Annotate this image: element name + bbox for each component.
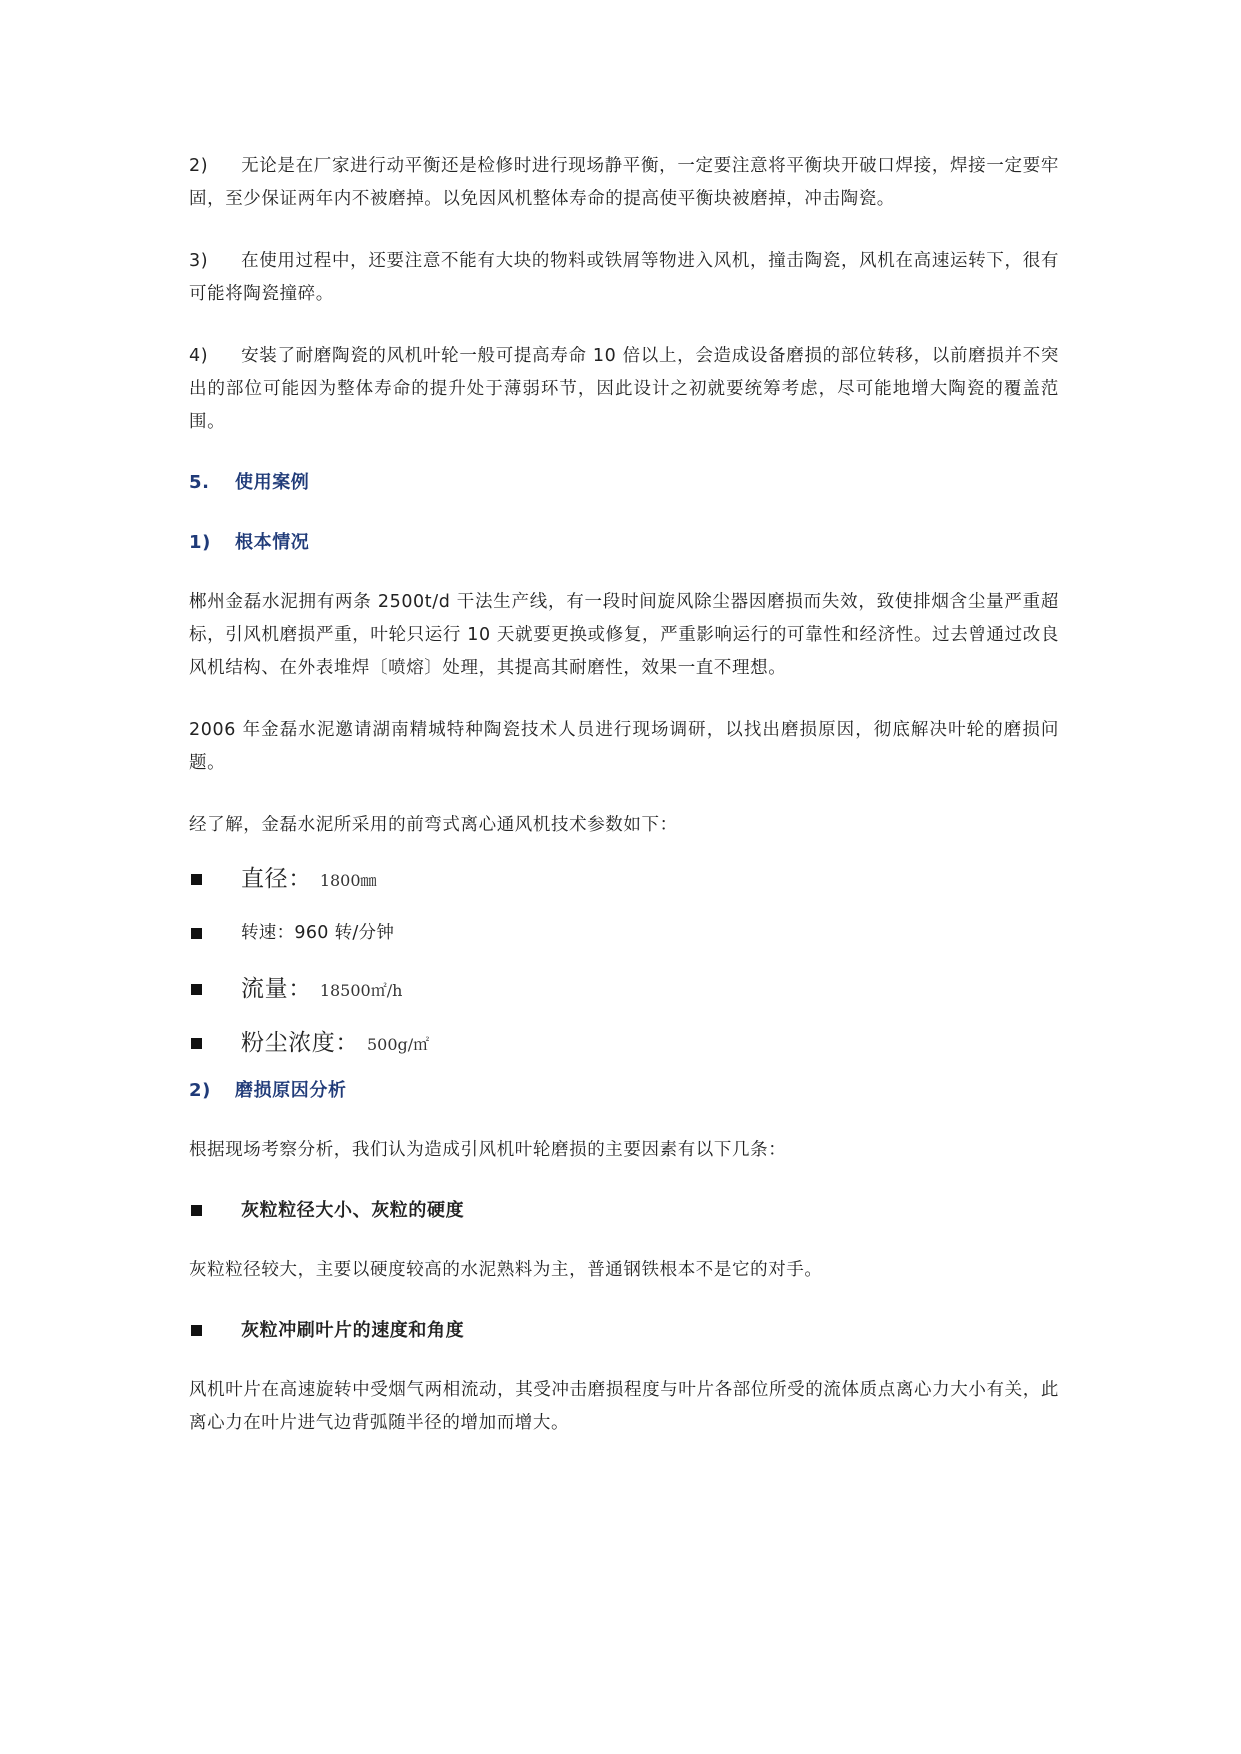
spec-item-speed [189, 914, 1059, 952]
subsection-number: 1) [189, 532, 211, 553]
subsection-heading-1 [189, 526, 1059, 559]
subsection-title: 根本情况 [235, 532, 310, 553]
square-bullet-icon [191, 984, 202, 995]
factor-title: 灰粒粒径大小、灰粒的硬度 [241, 1200, 465, 1221]
factor-heading [189, 1194, 1059, 1227]
subsection-title: 磨损原因分析 [235, 1080, 347, 1101]
section-heading-5 [189, 466, 1059, 499]
spec-label: 粉尘浓度： [241, 1030, 359, 1056]
numbered-item-2 [189, 150, 1059, 216]
spec-item-dust-concentration [189, 1024, 1059, 1062]
paragraph: 灰粒粒径较大，主要以硬度较高的水泥熟料为主，普通钢铁根本不是它的对手。 [189, 1260, 823, 1280]
numbered-item-4 [189, 340, 1059, 439]
numbered-item-3 [189, 245, 1059, 311]
spec-item-flow [189, 970, 1059, 1008]
document-page [189, 150, 1059, 1440]
spec-item-diameter [189, 860, 1059, 898]
subsection-number: 2) [189, 1080, 211, 1101]
item-number: 2) [189, 156, 209, 176]
item-number: 4) [189, 346, 209, 366]
item-text: 在使用过程中，还要注意不能有大块的物料或铁屑等物进入风机，撞击陶瓷，风机在高速运转下，很有可能将陶瓷撞碎。 [189, 251, 1059, 304]
spec-value: 1800㎜ [319, 870, 377, 890]
section-number: 5. [189, 472, 210, 493]
paragraph: 根据现场考察分析，我们认为造成引风机叶轮磨损的主要因素有以下几条： [189, 1140, 787, 1160]
item-text: 无论是在厂家进行动平衡还是检修时进行现场静平衡，一定要注意将平衡块开破口焊接，焊接一定要牢固，至少保证两年内不被磨掉。以免因风机整体寿命的提高使平衡块被磨掉，冲击陶瓷。 [189, 156, 1059, 209]
item-text: 安装了耐磨陶瓷的风机叶轮一般可提高寿命 10 倍以上，会造成设备磨损的部位转移，以前磨损并不突出的部位可能因为整体寿命的提升处于薄弱环节，因此设计之初就要统筹考虑，尽可能地增大陶瓷的覆盖范围。 [189, 346, 1059, 432]
spec-label: 流量： [241, 976, 312, 1002]
square-bullet-icon [191, 928, 202, 939]
spec-label: 直径： [241, 866, 312, 892]
spec-label: 转速：960 转/分钟 [241, 923, 395, 943]
square-bullet-icon [191, 1038, 202, 1049]
item-number: 3) [189, 251, 209, 271]
paragraph: 风机叶片在高速旋转中受烟气两相流动，其受冲击磨损程度与叶片各部位所受的流体质点离心力大小有关，此离心力在叶片进气边背弧随半径的增加而增大。 [189, 1380, 1059, 1433]
subsection-heading-2 [189, 1074, 1059, 1107]
square-bullet-icon [191, 1325, 202, 1336]
factor-title: 灰粒冲刷叶片的速度和角度 [241, 1320, 465, 1341]
paragraph: 经了解，金磊水泥所采用的前弯式离心通风机技术参数如下： [189, 815, 678, 835]
spec-value: 18500㎡/h [319, 980, 403, 1000]
factor-heading [189, 1314, 1059, 1347]
square-bullet-icon [191, 874, 202, 885]
paragraph: 郴州金磊水泥拥有两条 2500t/d 干法生产线，有一段时间旋风除尘器因磨损而失效，致使排烟含尘量严重超标，引风机磨损严重，叶轮只运行 10 天就要更换或修复，严重影响运行的可靠性和经济性。过去曾通过改良风机结构、在外表堆焊〔喷熔〕处理，其提高其耐磨性，效果一直不理想。 [189, 592, 1059, 678]
section-title: 使用案例 [235, 472, 310, 493]
paragraph: 2006 年金磊水泥邀请湖南精城特种陶瓷技术人员进行现场调研，以找出磨损原因，彻底解决叶轮的磨损问题。 [189, 720, 1059, 773]
square-bullet-icon [191, 1205, 202, 1216]
spec-value: 500g/㎡ [367, 1034, 430, 1054]
